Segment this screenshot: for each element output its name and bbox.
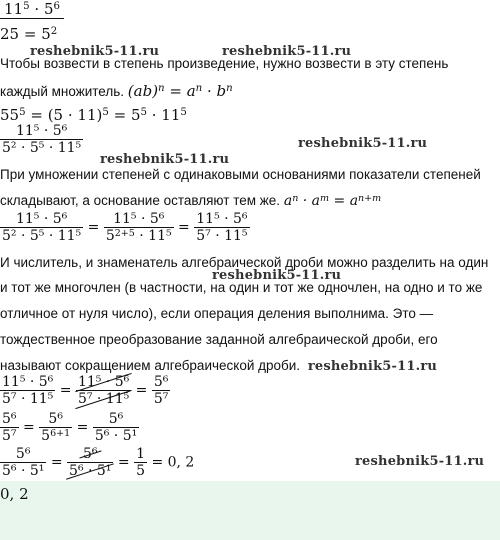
answer-value: 0, 2 [0, 485, 29, 503]
equation-3: $\frac{\text{11⁵ · 5⁶}}{\text{5² · 5⁵ · 11⁵}}$ = $\frac{\text{11⁵ · 5⁶}}{5^{2+5} \cdot 11^5}$ = $\frac{\text{11⁵ · 5⁶}}{\text{5⁷ · 11⁵}}$ [2, 211, 248, 244]
text-line: Чтобы возвести в степень произведение, нужно возвести в эту степень [0, 56, 449, 71]
top-fraction [0, 0, 64, 25]
watermark: reshebnik5-11.ru [222, 44, 352, 59]
watermark: reshebnik5-11.ru [355, 454, 485, 469]
text-line: каждый множитель. $(ab)^n = a^n \cdot b^n$ [0, 82, 233, 100]
text-line: складывают, а основание оставляют тем же. $a^n \cdot a^m = a^{n+m}$ [0, 192, 382, 209]
text-line: При умножении степеней с одинаковыми основаниями показатели степеней [0, 167, 481, 182]
equation-4: $\frac{\text{11⁵ · 5⁶}}{\text{5⁷ · 11⁵}}$ = $\frac{\text{11⁵ · 5⁶}}{\text{5⁷ · 11⁵}}$ = $\frac{\text{5⁶}}{\text{5⁷}}$ [2, 374, 169, 407]
multiplication-rule: $a^n \cdot a^m = a^{n+m}$ [283, 192, 382, 209]
watermark: reshebnik5-11.ru [212, 268, 342, 283]
text-line: тождественное преобразование заданной алгебраической дроби, его [0, 332, 438, 347]
watermark: reshebnik5-11.ru [298, 136, 428, 151]
watermark: reshebnik5-11.ru [100, 152, 230, 167]
text-line: отличное от нуля число), если операция деления выполнима. Это — [0, 306, 434, 321]
answer-box [0, 481, 500, 540]
equation-5: $\frac{\text{5⁶}}{\text{5⁷}}$ = $\frac{\text{5⁶}}{5^{6+1}}$ = $\frac{\text{5⁶}}{\text{5⁶ · 5¹}}$ [2, 411, 138, 444]
watermark: reshebnik5-11.ru [307, 359, 438, 374]
equation-6: $\frac{\text{5⁶}}{\text{5⁶ · 5¹}}$ = $\frac{\text{5⁶}}{\text{5⁶ · 5¹}}$ = $\frac{1}{5}$ = 0, 2 [2, 446, 195, 479]
text-line: называют сокращением алгебраической дроби. reshebnik5-11.ru [0, 358, 438, 374]
fraction-2: $\frac{\text{11⁵ · 5⁶}}{\text{5² · 5⁵ · 11⁵}}$ [2, 123, 82, 156]
text-line: и тот же многочлен (в частности, на один и тот же одночлен, на одно и то же [0, 280, 483, 295]
top-fraction-numerator: $11^5 \cdot 5^6$ [4, 0, 60, 18]
equation-55: $55^5 = (5 \cdot 11)^5 = 5^5 \cdot 11^5$ [0, 106, 187, 124]
watermark: reshebnik5-11.ru [30, 44, 160, 59]
equation-25: $25 = 5^2$ [0, 25, 58, 43]
text-line: И числитель, и знаменатель алгебраической дроби можно разделить на один [0, 255, 489, 270]
power-rule: $(ab)^n = a^n \cdot b^n$ [127, 82, 233, 100]
